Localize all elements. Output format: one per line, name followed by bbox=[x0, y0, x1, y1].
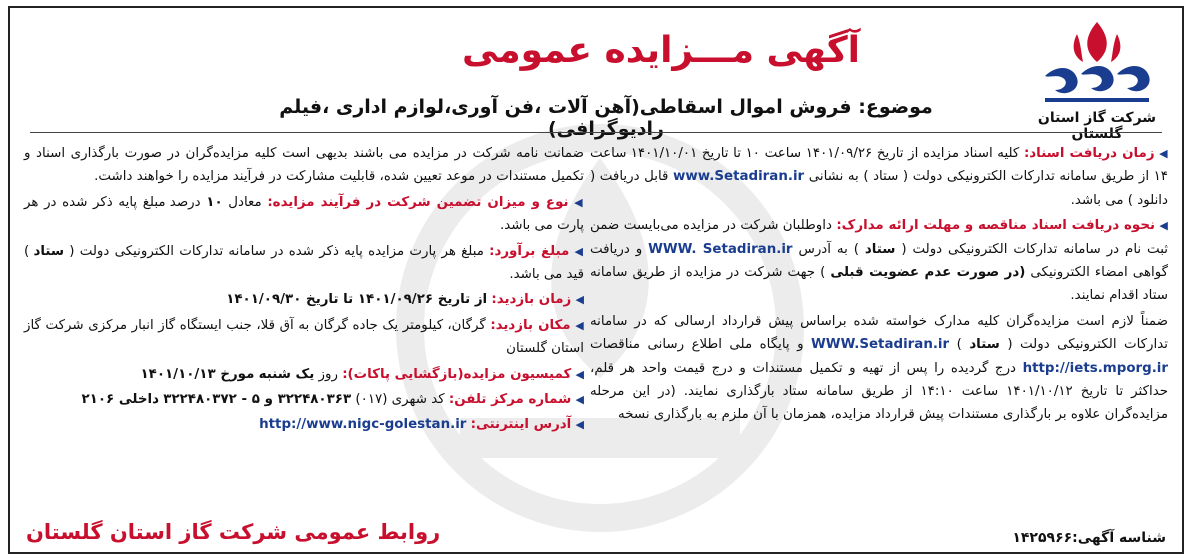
paragraph-estimate bbox=[24, 240, 584, 287]
link-setadiran-3[interactable]: WWW.Setadiran.ir bbox=[811, 337, 950, 353]
text-setad: ستاد bbox=[969, 337, 1000, 353]
paragraph-commission bbox=[24, 363, 584, 386]
text-phone-code: کد شهری (۰۱۷) bbox=[355, 392, 445, 408]
triangle-bullet-icon: ◀ bbox=[574, 244, 584, 258]
text-visit-time: از تاریخ ۱۴۰۱/۰۹/۲۶ تا تاریخ ۱۴۰۱/۰۹/۳۰ bbox=[226, 292, 488, 308]
text-estimate-b: ) قید می باشد. bbox=[24, 243, 584, 283]
footer-public-relations: روابط عمومی شرکت گاز استان گلستان bbox=[26, 520, 441, 544]
left-column bbox=[24, 142, 584, 439]
triangle-bullet-icon: ◀ bbox=[575, 418, 584, 432]
label-phone: شماره مرکز تلفن: bbox=[448, 392, 572, 408]
subject-label: موضوع: bbox=[858, 96, 933, 118]
page-title: آگهی مـــزایده عمومی bbox=[461, 30, 861, 71]
triangle-bullet-icon: ◀ bbox=[574, 195, 584, 209]
text-visit-place: گرگان، کیلومتر یک جاده گرگان به آق قلا، جنب ایستگاه گاز انبار مرکزی شرکت گاز استان گلستان bbox=[24, 317, 584, 357]
paragraph-guarantee bbox=[24, 191, 584, 238]
label-method: نحوه دریافت اسناد مناقصه و مهلت ارائه مدارک: bbox=[836, 218, 1155, 234]
label-visit-place: مکان بازدید: bbox=[490, 317, 571, 333]
text-guarantee-b: درصد مبلغ پایه ذکر شده در هر پارت می باشد. bbox=[24, 194, 584, 234]
triangle-bullet-icon: ◀ bbox=[1159, 147, 1169, 160]
text-note-c: و پایگاه ملی اطلاع رسانی مناقصات bbox=[590, 337, 804, 353]
text-commission-a: روز bbox=[318, 366, 338, 382]
paragraph-website bbox=[24, 413, 584, 436]
text-note-b: ) bbox=[956, 337, 962, 353]
triangle-bullet-icon: ◀ bbox=[1159, 219, 1169, 233]
text-note-a: ضمناً لازم است مزایده‌گران کلیه مدارک خواسته شده براساس پیش قرارداد ارسالی که در سامانه تدارکات الکترونیکی دولت ( bbox=[590, 313, 1169, 353]
text-receive-docs-2: قابل دریافت ( دانلود ) می باشد. bbox=[590, 169, 1168, 208]
subject-text: فروش اموال اسقاطی(آهن آلات ،فن آوری،لوازم اداری ،فیلم رادیوگرافی) bbox=[279, 96, 852, 140]
text-setad: ستاد bbox=[864, 241, 896, 257]
paragraph-guarantee-cont: ضمانت نامه شرکت در مزایده می باشند بدیهی است کلیه مزایده‌گران در صورت بارگذاری اسناد و تکمیل مستندات در موعد تعیین شده، قابلیت مشارکت در فرآیند مزایده را خواهند داشت. bbox=[24, 146, 584, 185]
triangle-bullet-icon: ◀ bbox=[575, 393, 584, 407]
company-name: شرکت گاز استان گلستان bbox=[1037, 110, 1157, 142]
paragraph-receive-docs bbox=[590, 142, 1168, 212]
nigc-flame-logo-icon bbox=[1037, 16, 1157, 108]
label-receive-docs: زمان دریافت اسناد: bbox=[1023, 146, 1155, 161]
text-phone-numbers: ۳۲۲۴۸۰۳۶۳ و ۵ - ۳۲۲۴۸۰۳۷۲ bbox=[163, 392, 352, 408]
text-guarantee-num: ۱۰ bbox=[206, 194, 223, 210]
right-column bbox=[590, 142, 1168, 429]
ad-frame bbox=[8, 6, 1184, 554]
text-phone-ext: داخلی ۲۱۰۶ bbox=[81, 392, 159, 408]
triangle-bullet-icon: ◀ bbox=[575, 367, 584, 381]
text-note-d: درج گردیده را پس از تهیه و تکمیل مستندات و درج قیمت واحد هر قلم، حداکثر تا تاریخ ۱۴۰۱/۱۰/۱۲ ساعت ۱۴:۱۰ از طریق سامانه ستاد بارگذاری نمایند. (در این مرحله مزایده‌گران علاوه بر بارگذاری مستندات پیش قرارداد مزایده، همزمان با آن ملزم به بارگذاری نسخه bbox=[590, 360, 1168, 423]
label-website: آدرس اینترنتی: bbox=[470, 417, 572, 433]
paragraph-phone bbox=[24, 388, 584, 411]
text-method-b: ) به آدرس bbox=[798, 241, 859, 257]
text-method-a: داوطلبان شرکت در مزایده می‌بایست ضمن ثبت نام در سامانه تدارکات الکترونیکی دولت ( bbox=[590, 218, 1168, 257]
paragraph-visit-place bbox=[24, 314, 584, 361]
text-method-bold: (در صورت عدم عضویت قبلی bbox=[830, 265, 1026, 281]
triangle-bullet-icon: ◀ bbox=[575, 318, 584, 332]
paragraph-visit-time bbox=[24, 288, 584, 311]
link-iets[interactable]: http://iets.mporg.ir bbox=[1022, 360, 1168, 376]
text-method-d: ) جهت شرکت در مزایده از طریق سامانه ستاد اقدام نمایند. bbox=[590, 265, 1168, 304]
ad-id: شناسه آگهی:۱۴۲۵۹۶۶ bbox=[1012, 530, 1166, 546]
company-logo bbox=[1022, 16, 1172, 142]
text-receive-docs: کلیه اسناد مزایده از تاریخ ۱۴۰۱/۰۹/۲۶ ساعت ۱۰ تا تاریخ ۱۴۰۱/۱۰/۰۱ ساعت ۱۴ از طریق سامانه تدارکات الکترونیکی دولت ( ستاد ) به نشانی bbox=[590, 146, 1168, 185]
text-commission-date: مورخ ۱۴۰۱/۱۰/۱۳ bbox=[140, 366, 255, 382]
divider bbox=[30, 132, 1162, 133]
text-method-c: و دریافت گواهی امضاء الکترونیکی bbox=[590, 241, 1169, 281]
triangle-bullet-icon: ◀ bbox=[575, 293, 584, 307]
label-guarantee: نوع و میزان تضمین شرکت در فرآیند مزایده: bbox=[267, 194, 569, 210]
label-estimate: مبلغ برآورد: bbox=[489, 243, 570, 259]
paragraph-method bbox=[590, 214, 1168, 308]
text-estimate-a: مبلغ هر پارت مزایده پایه ذکر شده در سامانه تدارکات الکترونیکی دولت ( bbox=[69, 243, 484, 259]
text-setad: ستاد bbox=[33, 243, 65, 259]
text-guarantee-a: معادل bbox=[228, 194, 262, 210]
label-visit-time: زمان بازدید: bbox=[491, 292, 572, 308]
paragraph-note bbox=[590, 310, 1168, 427]
link-setadiran-2[interactable]: WWW. Setadiran.ir bbox=[648, 241, 793, 257]
link-nigc-golestan[interactable]: http://www.nigc-golestan.ir bbox=[259, 417, 467, 433]
label-commission: کمیسیون مزایده(بازگشایی پاکات): bbox=[342, 366, 572, 382]
link-setadiran-1[interactable]: www.Setadiran.ir bbox=[673, 169, 805, 185]
subject-line bbox=[220, 96, 992, 140]
text-commission-day: یک شنبه bbox=[258, 366, 315, 382]
